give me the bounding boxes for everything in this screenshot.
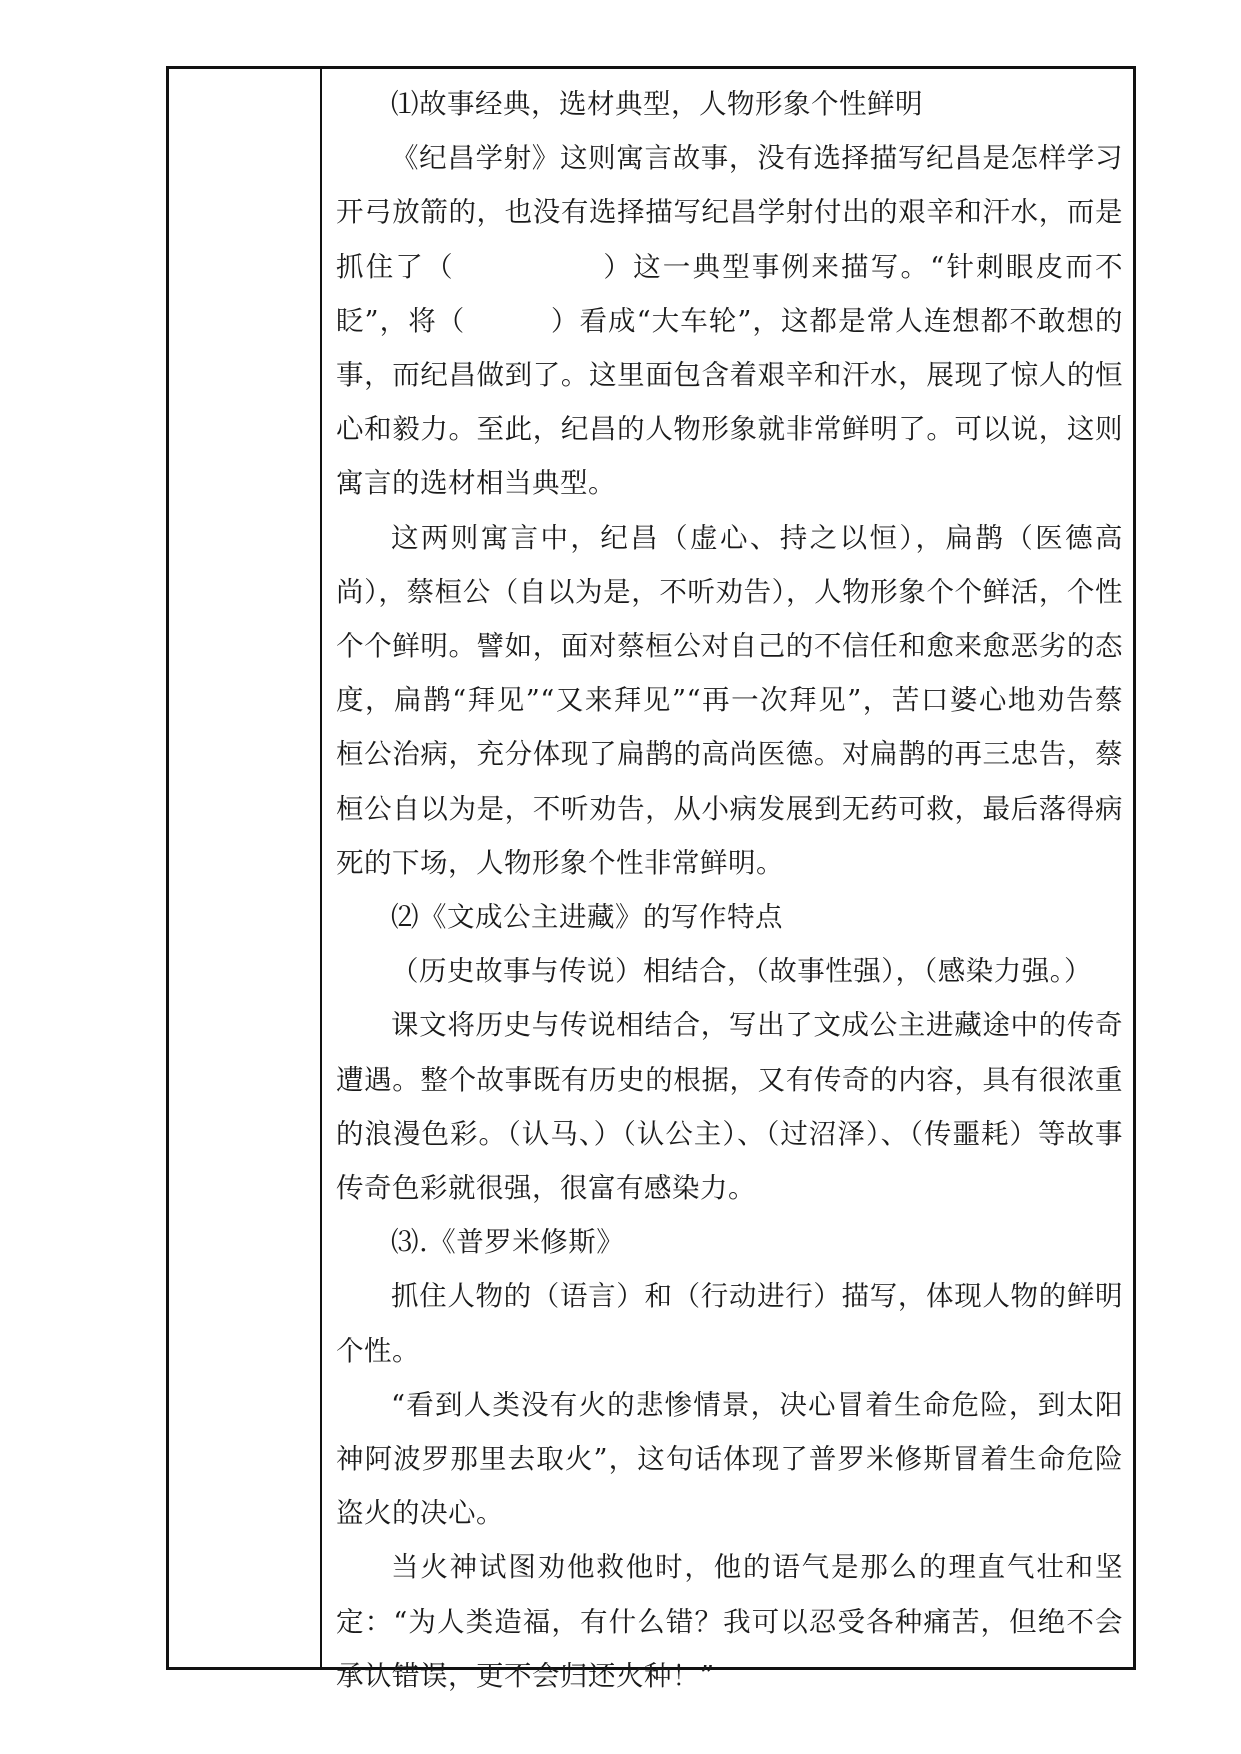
heading-1: ⑴故事经典，选材典型，人物形象个性鲜明 [391,88,923,120]
paragraph-wencheng: 课文将历史与传说相结合，写出了文成公主进藏途中的传奇遭遇。整个故事既有历史的根据，又有传奇的内容，具有很浓重的浪漫色彩。（认马、）（认公主）、（过沼泽）、（传噩耗）等故事传奇色彩就很强，很富有感染力。 [336,1009,1123,1205]
paragraph-two-fables: 这两则寓言中，纪昌（虚心、持之以恒），扁鹊（医德高尚），蔡桓公（自以为是，不听劝告），人物形象个个鲜活，个性个个鲜明。譬如，面对蔡桓公对自己的不信任和愈来愈恶劣的态度，扁鹊“拜见”“又来拜见”“再一次拜见”，苦口婆心地劝告蔡桓公治病，充分体现了扁鹊的高尚医德。对扁鹊的再三忠告，蔡桓公自以为是，不听劝告，从小病发展到无药可救，最后落得病死的下场，人物形象个性非常鲜明。 [336,521,1123,879]
heading-3: ⑶.《普罗米修斯》 [391,1226,625,1259]
content-cell [322,69,1133,1692]
paragraph-character: 抓住人物的（语言）和（行动进行）描写，体现人物的鲜明个性。 [336,1280,1123,1367]
paragraph-features: （历史故事与传说）相结合，（故事性强），（感染力强。） [391,955,1092,988]
paragraph-firegod: 当火神试图劝他救他时，他的语气是那么的理直气壮和坚定：“为人类造福，有什么错？我可以忍受各种痛苦，但绝不会承认错误，更不会归还火种！” [336,1551,1123,1692]
table-frame [166,66,1136,1692]
paragraph-jichang: 《纪昌学射》这则寓言故事，没有选择描写纪昌是怎样学习开弓放箭的，也没有选择描写纪昌学射付出的艰辛和汗水，而是抓住了（ ）这一典型事例来描写。“针刺眼皮而不眨”，将（ ）看成“大车轮”，这都是常人连想都不敢想的事，而纪昌做到了。这里面包含着艰辛和汗水，展现了惊人的恒心和毅力。至此，纪昌的人物形象就非常鲜明了。可以说，这则寓言的选材相当典型。 [336,142,1123,500]
heading-2: ⑵《文成公主进藏》的写作特点 [391,901,783,934]
paragraph-quote: “看到人类没有火的悲惨情景，决心冒着生命危险，到太阳神阿波罗那里去取火”，这句话体现了普罗米修斯冒着生命危险盗火的决心。 [336,1388,1123,1530]
left-empty-cell [169,69,322,1667]
